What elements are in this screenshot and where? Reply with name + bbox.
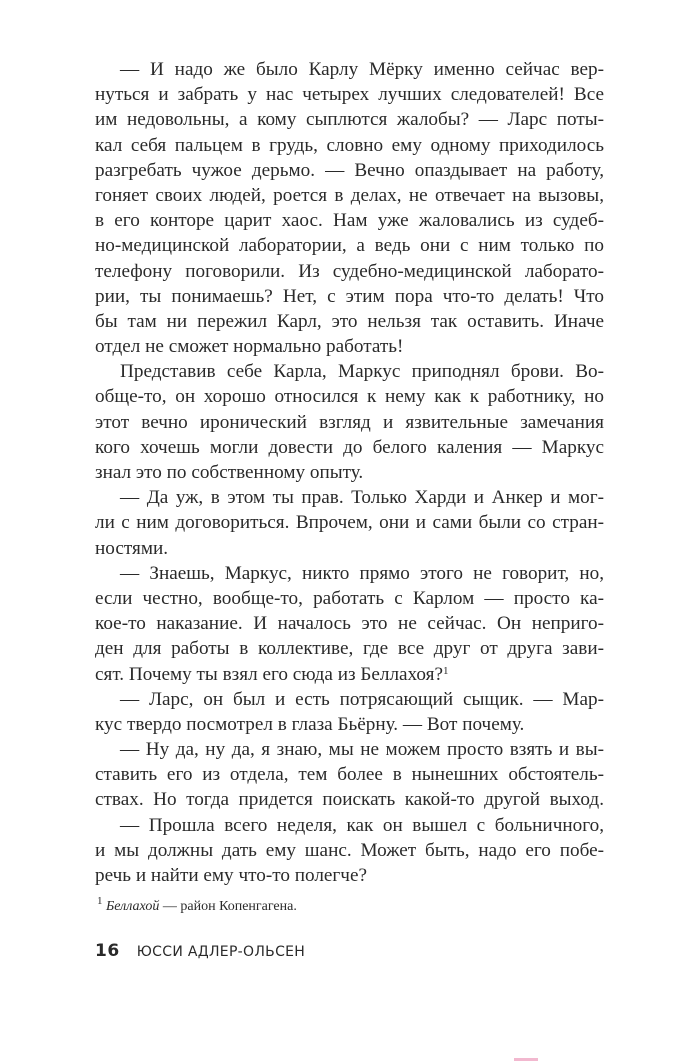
text-line xyxy=(95,662,604,687)
text-line xyxy=(95,284,604,309)
page-footer xyxy=(95,941,305,961)
text-line-content: — Прошла всего неделя, как он вышел с больничного, xyxy=(120,814,604,836)
text-line xyxy=(95,309,604,334)
text-line-content: им недовольны, а кому сыплются жалобы? — Ларс поты- xyxy=(95,109,604,131)
footnote-reference[interactable]: 1 xyxy=(442,664,449,677)
text-line-content: — Знаешь, Маркус, никто прямо этого не говорит, но, xyxy=(120,562,604,584)
page-number: 16 xyxy=(95,941,120,961)
text-line-content: бы там ни пережил Карл, это нельзя так оставить. Иначе xyxy=(95,310,604,332)
text-line-content: этот вечно иронический взгляд и язвительные замечания xyxy=(95,411,604,433)
text-line xyxy=(95,460,604,485)
text-line-content: кус твердо посмотрел в глаза Бьёрну. — Вот почему. xyxy=(95,713,525,735)
text-line-content: рии, ты понимаешь? Нет, с этим пора что-то делать! Что xyxy=(95,285,604,307)
text-line-content: отдел не сможет нормально работать! xyxy=(95,336,404,358)
running-head-author: ЮССИ АДЛЕР-ОЛЬСЕН xyxy=(136,944,306,960)
text-line xyxy=(95,838,604,863)
text-line xyxy=(95,510,604,535)
body-text xyxy=(95,57,604,888)
text-line-content: гоняет своих людей, роется в делах, не отвечает на вызовы, xyxy=(95,184,604,206)
text-line xyxy=(95,813,604,838)
text-line-content: ставить его из отдела, тем более в нынешних обстоятель- xyxy=(95,764,604,786)
text-line xyxy=(95,133,604,158)
text-line xyxy=(95,485,604,510)
text-line xyxy=(95,158,604,183)
text-line-content: телефону поговорили. Из судебно-медицинской лаборато- xyxy=(95,260,604,282)
text-line-content: — И надо же было Карлу Мёрку именно сейчас вер- xyxy=(120,59,604,80)
footnote-term: Беллахой xyxy=(106,899,160,914)
text-line xyxy=(95,787,604,812)
text-line xyxy=(95,107,604,132)
text-line-content: кое-то наказание. И началось это не сейчас. Он неприго- xyxy=(95,613,604,635)
text-line-content: в его конторе царит хаос. Нам уже жаловались из судеб- xyxy=(95,210,604,232)
text-line xyxy=(95,208,604,233)
text-line-content: нуться и забрать у нас четырех лучших следователей! Все xyxy=(95,84,604,106)
text-line xyxy=(95,233,604,258)
text-line xyxy=(95,762,604,787)
text-line-content: ли с ним договориться. Впрочем, они и сами были со стран- xyxy=(95,512,604,534)
text-line-content: — Ну да, ну да, я знаю, мы не можем просто взять и вы- xyxy=(120,739,604,761)
text-line-content: ствах. Но тогда придется поискать какой-то другой выход. xyxy=(95,789,604,811)
footnote xyxy=(97,895,297,915)
text-line xyxy=(95,712,604,737)
text-line xyxy=(95,737,604,762)
text-line-content: ностями. xyxy=(95,537,169,559)
text-line-content: — Да уж, в этом ты прав. Только Харди и Анкер и мог- xyxy=(120,487,604,509)
text-line-content: разгребать чужое дерьмо. — Вечно опаздывает на работу, xyxy=(95,159,604,181)
text-line xyxy=(95,334,604,359)
scan-mark xyxy=(514,1058,538,1061)
text-line xyxy=(95,384,604,409)
text-line xyxy=(95,863,604,888)
text-line xyxy=(95,183,604,208)
footnote-number: 1 xyxy=(97,895,103,907)
text-line xyxy=(95,82,604,107)
text-line xyxy=(95,536,604,561)
text-line-content: Представив себе Карла, Маркус приподнял брови. Во- xyxy=(120,361,604,383)
text-line xyxy=(95,586,604,611)
text-line xyxy=(95,611,604,636)
text-line-content: ден для работы в коллективе, где все друг от друга зави- xyxy=(95,638,604,660)
text-line-content: и мы должны дать ему шанс. Может быть, надо его побе- xyxy=(95,839,604,861)
text-line-content: речь и найти ему что-то полегче? xyxy=(95,865,367,886)
text-line xyxy=(95,410,604,435)
text-line-content: знал это по собственному опыту. xyxy=(95,462,364,483)
text-line xyxy=(95,359,604,384)
text-line xyxy=(95,687,604,712)
text-line-content: кал себя пальцем в грудь, словно ему одному приходилось xyxy=(95,134,604,156)
text-line xyxy=(95,259,604,284)
text-line xyxy=(95,435,604,460)
text-line-content: сят. Почему ты взял его сюда из Беллахоя? xyxy=(95,663,443,685)
text-line xyxy=(95,636,604,661)
text-line xyxy=(95,57,604,82)
text-line-content: — Ларс, он был и есть потрясающий сыщик. — Мар- xyxy=(120,688,604,710)
text-line xyxy=(95,561,604,586)
text-line-content: кого хочешь могли довести до белого каления — Маркус xyxy=(95,436,604,458)
footnote-text: — район Копенгагена. xyxy=(159,899,297,914)
text-line-content: если честно, вообще-то, работать с Карлом — просто ка- xyxy=(95,587,604,609)
text-line-content: обще-то, он хорошо относился к нему как к работнику, но xyxy=(95,386,604,408)
text-line-content: но-медицинской лаборатории, а ведь они с ним только по xyxy=(95,235,604,257)
